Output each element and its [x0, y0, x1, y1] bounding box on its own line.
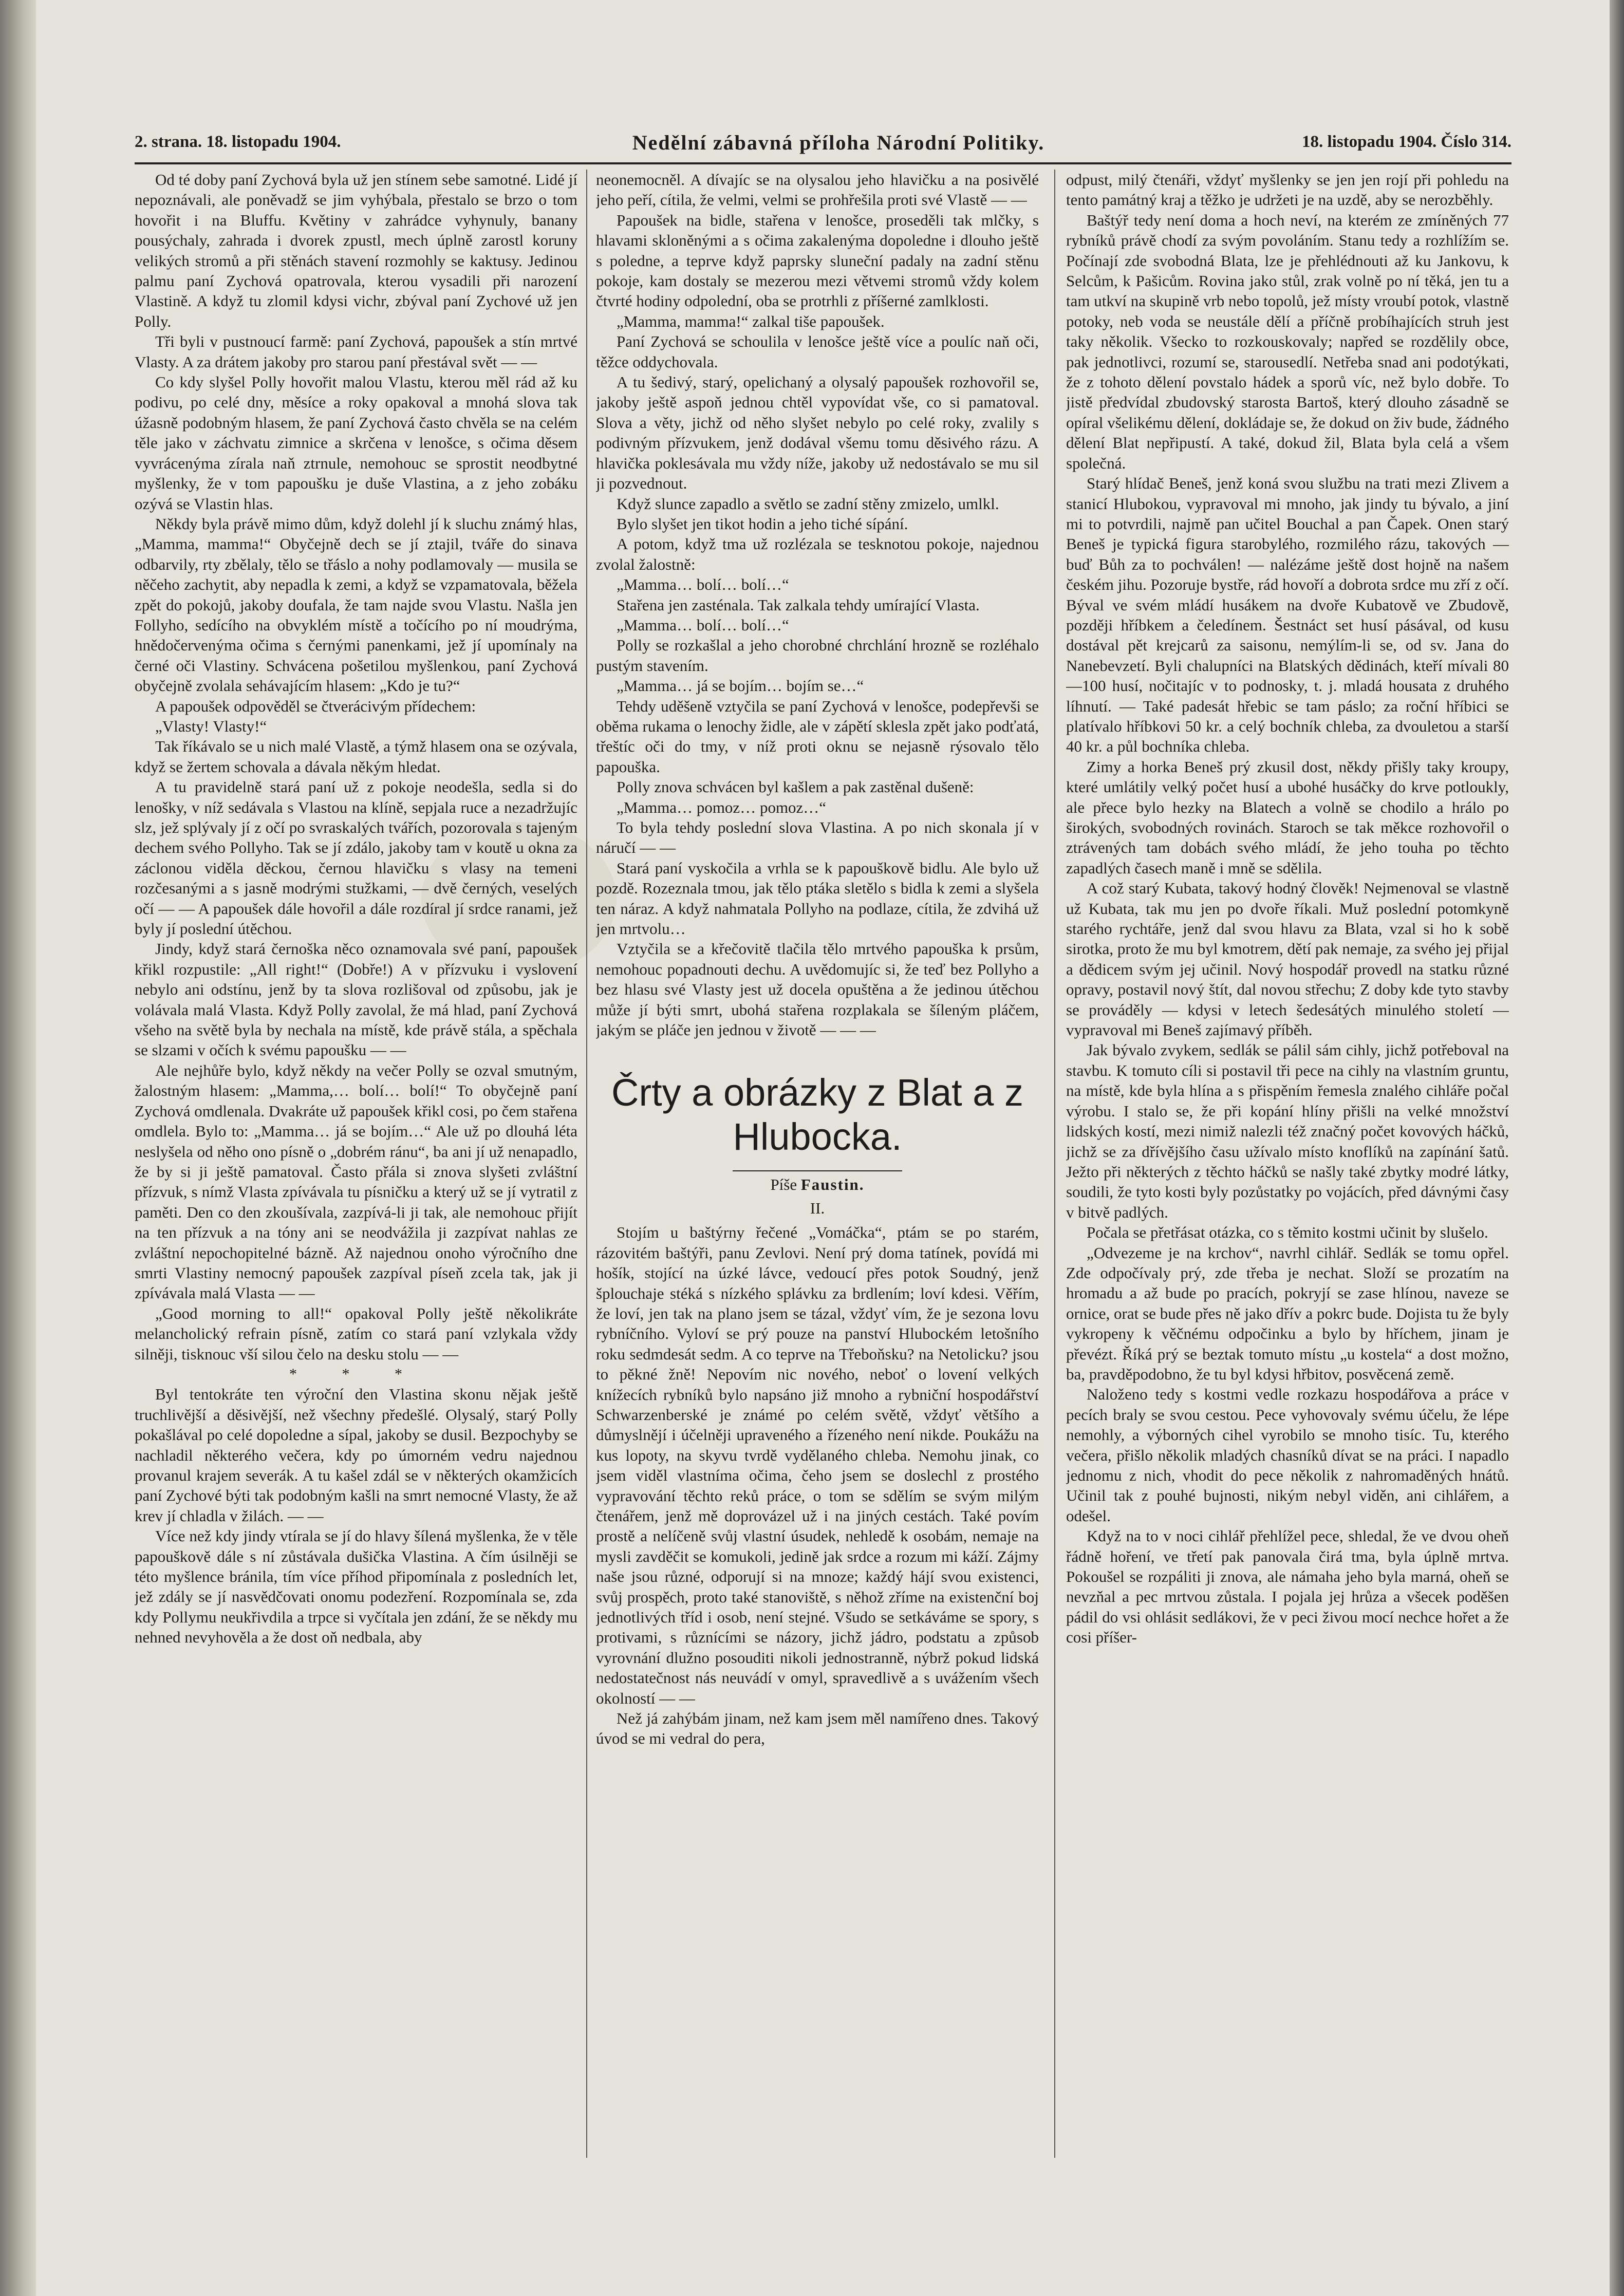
paragraph: Tři byli v pustnoucí farmě: paní Zychová, papoušek a stín mrtvé Vlasty. A za drátem jakoby pro starou paní přestával svět — —: [135, 332, 577, 371]
header-rule: [135, 162, 1511, 164]
paragraph: Jak bývalo zvykem, sedlák se pálil sám cihly, jichž potřeboval na stavbu. K tomuto cíli si postavil tři pece na cihly na vlastním gruntu, na místě, kde byla hlína a s přispěním řemesla znalého cihláře počal výrobu. I stalo se, že při kopání hlíny přišli na velké množství lidských kostí, mezi nimiž nalezli též značný počet kovových háčků, jichž se za dřívějšího času užívalo místo knoflíků na zapínání šatů. Ježto při některých z těchto háčků se našly také zbytky modré látky, soudili, že tyto kosti byly pozůstatky po vojácích, před dávnými časy v bitvě padlých.: [1066, 1041, 1509, 1221]
byline-author: Faustin.: [800, 1175, 865, 1194]
paragraph: Počala se přetřásat otázka, co s těmito kostmi učinit by slušelo.: [1087, 1223, 1488, 1242]
paragraph: Baštýř tedy není doma a hoch neví, na kterém ze zmíněných 77 rybníků právě chodí za svým povoláním. Stanu tedy a rozhlížím se. Počínají zde svobodná Blata, lze je přehlédnouti až ku Jankovu, k Selcům, k Pašicům. Rovina jako stůl, zrak volně po ní těká, jen tu a tam utkví na skupině vrb nebo topolů, jež místy vroubí potok, vlastně potoky, neb voda se neustále dělí a příčně probíhajících struh jest taky několik. Všecko to rozkouskovaly; napřed se rozdělily obce, pak jednotlivci, rozumí se, starousedlí. Netřeba snad ani podotýkati, že z tohoto dělení povstalo hádek a sporů víc, než bylo dobře. To jistě předvídal zbudovský starosta Bartoš, který dlouho zásadně se opíral všelikému dělení, dokládaje se, že dokud on živ bude, žádného dělení Blat nepřipustí. A také, dokud žil, Blata byla celá a všem společná.: [1066, 211, 1509, 472]
paragraph: Paní Zychová se schoulila v lenošce ještě více a poulíc naň oči, těžce oddychovala.: [596, 332, 1039, 371]
header-publication-title: Nedělní zábavná příloha Národní Politiky.: [632, 131, 1045, 154]
paragraph: To byla tehdy poslední slova Vlastina. A po nich skonala jí v náručí — —: [596, 818, 1039, 857]
column-separator: [586, 170, 587, 2158]
article-heading-block: [596, 1071, 1039, 1218]
paragraph: Od té doby paní Zychová byla už jen stínem sebe samotné. Lidé jí nepoznávali, ale poněvadž se jim vyhýbala, přestalo se brzo o tom hovořit i na Bluffu. Květiny v zahrádce vyhynuly, banany pousýchaly, zahrada i dvorek zpustl, mech úplně zarostl koruny velikých stromů a při stěnách stavení rozmohly se kaktusy. Jedinou palmu paní Zychová opatrovala, kterou vysadili při narození Vlastině. A když tu zlomil kdysi vichr, zbýval paní Zychové už jen Polly.: [135, 171, 577, 330]
paragraph: A potom, když tma už rozlézala se tesknotou pokoje, najednou zvolal žalostně:: [596, 535, 1039, 573]
title-rule: [733, 1170, 902, 1171]
paragraph: A papoušek odpověděl se čtverácivým přídechem:: [155, 697, 476, 715]
column-1: [135, 170, 577, 2158]
paragraph: „Good morning to all!“ opakoval Polly ještě několikráte melancholický refrain písně, zatím co stará paní vzlykala vždy silněji, tisknouc vší silou čelo na desku stolu — —: [135, 1304, 577, 1363]
paragraph: „Mamma… pomoz… pomoz…“: [617, 798, 827, 816]
page-spine-shadow: [0, 0, 36, 2296]
paragraph: „Mamma, mamma!“ zalkal tiše papoušek.: [617, 312, 885, 330]
paragraph: Starý hlídač Beneš, jenž koná svou službu na trati mezi Zlivem a stanicí Hlubokou, vypravoval mi mnoho, jak jindy tu bývalo, a jiní mi to potvrdili, najmě pan učitel Bouchal a pan Čapek. Onen starý Beneš je typická figura starobylého, rozmilého rázu, takových — buď Bůh za to pochválen! — nalézáme ještě dost hojně na našem českém jihu. Pozoruje bystře, rád hovoří a dobrota srdce mu zří z očí. Býval ve svém mládí husákem na dvoře Kubatově ve Zbudově, později hříbkem a čeledínem. Šestnáct set husí pásával, od kusu dostával pět krejcarů za saisonu, nemýlím-li se, od sv. Jana do Nanebevzetí. Byli chalupníci na Blatských dědinách, kteří mívali 80—100 husí, nočitajíc v to podnosky, t. j. mladá housata z druhého líhnutí. — Také padesát hřebic se tam páslo; za roční hříbici se platívalo hříbkovi 50 kr. a celý bochník chleba, za dvouletou a starší 40 kr. a půl bochníka chleba.: [1066, 474, 1509, 756]
section-divider-stars: * * *: [289, 1365, 423, 1383]
paragraph: A což starý Kubata, takový hodný člověk! Nejmenoval se vlastně už Kubata, tak mu jen po dvoře říkali. Muž poslední potomkyně starého rychtáře, jenž dal svou hlavu za Blata, vzal si ho k sobě sirotka, proto že mu byl kmotrem, dětí pak nemaje, za svého jej přijal a dědicem svým jej učinil. Nový hospodář provedl na statku různé opravy, postavil nový štít, dal novou střechu; Z doby kde tyto stavby se prováděly — kdysi v letech šedesátých minulého století — vypravoval mi Beneš zajímavý příběh.: [1066, 879, 1509, 1039]
paragraph: Naloženo tedy s kostmi vedle rozkazu hospodářova a práce v pecích braly se svou cestou. Pece vyhovovaly svému účelu, že lépe nemohly, a výborných cihel vyrobilo se mnoho tisíc. Tu, kterého večera, přišlo několik mladých chasníků dívat se na práci. I napadlo jednomu z nich, vhodit do pece několik z nahromaděných hnátů. Učinil tak z pouhé bujnosti, nikým nebyl viděn, ani cihlářem, a odešel.: [1066, 1385, 1509, 1525]
paragraph: Než já zahýbám jinam, než kam jsem měl namířeno dnes. Takový úvod se mi vedral do pera,: [596, 1709, 1039, 1748]
paragraph: Stará paní vyskočila a vrhla se k papouškově bidlu. Ale bylo už pozdě. Rozeznala tmou, jak tělo ptáka sletělo s bidla k zemi a slyšela ten náraz. A když nahmatala Pollyho na podlaze, cítila, že zdvihá už jen mrtvolu…: [596, 858, 1039, 938]
article-title: Črty a obrázky z Blat a z Hlubocka.: [611, 1071, 1023, 1159]
header-date-right: 18. listopadu 1904. Číslo 314.: [1302, 133, 1511, 151]
paragraph: A tu pravidelně stará paní už z pokoje neodešla, sedla si do lenošky, v níž sedávala s Vlastou na klíně, sepjala ruce a nezadržujíc slz, jež splývaly jí z očí po svraskalých tvářích, pozorovala s tajeným dechem svého Pollyho. Tak se jí zdálo, jakoby tam v koutě u okna za záclonou viděla děckou, černou hlavičku s vlasy na temeni rozčesanými a s jasně modrými stužkami, — dvě černých, veselých očí — — A papoušek dále hovořil a dále rozdíral jí srdce ranami, jež byly jí poslední útěchou.: [135, 778, 577, 938]
paragraph: Když slunce zapadlo a světlo se zadní stěny zmizelo, umlkl.: [617, 494, 999, 513]
column-3: [1066, 170, 1509, 2158]
paragraph: Co kdy slyšel Polly hovořit malou Vlastu, kterou měl rád až ku podivu, po celé dny, měsíce a roky opakoval a mnohá slova tak úžasně podobným hlasem, že paní Zychová často chvěla se na celém těle jako v záchvatu zimnice a skrčena v lenošce, s očima děsem vyvrácenýma zírala naň ztrnule, nemohouc se sprostit neodbytné myšlenky, že v tom papoušku je duše Vlastina, a z jeho zobáku ozývá se Vlastin hlas.: [135, 373, 577, 513]
paragraph: Polly se rozkašlal a jeho chorobné chrchlání hrozně se rozléhalo pustým stavením.: [596, 636, 1039, 675]
paragraph: „Vlasty! Vlasty!“: [155, 717, 267, 735]
article-byline: [596, 1174, 1039, 1194]
paragraph: Vztyčila se a křečovitě tlačila tělo mrtvého papouška k prsům, nemohouc popadnouti dechu. A uvědomujíc si, že teď bez Pollyho a bez hlasu své Vlasty jest už docela opuštěna a že jedinou útěchou může jí býti smrt, ubohá stařena rozplakala se šíleným pláčem, jakým se pláče jen jednou v životě — — —: [596, 940, 1039, 1039]
paragraph: Někdy byla právě mimo dům, když dolehl jí k sluchu známý hlas, „Mamma, mamma!“ Obyčejně dech se jí ztajil, tváře do sinava odbarvily, rty zbělaly, tělo se třáslo a nohy podlamovaly — musila se něčeho zachytit, aby nepadla k zemi, a když se vzpamatovala, běžela zpět do pokojů, jakoby doufala, že tam najde svou Vlastu. Našla jen Follyho, sedícího na obvyklém místě a točícího po ní moudrýma, hnědočervenýma očima s černými panenkami, jež jí upomínaly na černé oči Vlastiny. Schvácena pošetilou myšlenkou, paní Zychová obyčejně zvolala sehávajícím hlasem: „Kdo je tu?“: [135, 514, 577, 695]
paragraph: Stařena jen zasténala. Tak zalkala tehdy umírající Vlasta.: [617, 595, 980, 614]
paragraph: „Odvezeme je na krchov“, navrhl cihlář. Sedlák se tomu opřel. Zde odpočívaly prý, zde třeba je nechat. Složí se prozatím na hromadu a až bude po pracích, pokryjí se zase hlínou, naveze se ornice, orat se bude přes ně jako dřív a pokrc bude. Dojista tu že byly vykropeny k věčnému odpočinku a bylo by hříchem, jinam je převézt. Říká prý se beztak tomuto místu „u kostela“ a dost možno, ba, pravděpodobno, že tu byl kdysi hřbitov, posvěcená země.: [1066, 1243, 1509, 1383]
paragraph: „Mamma… bolí… bolí…“: [617, 615, 789, 634]
header-date-left: 2. strana. 18. listopadu 1904.: [135, 133, 341, 151]
byline-prefix: Píše: [770, 1175, 797, 1194]
paragraph: Bylo slyšet jen tikot hodin a jeho tiché sípání.: [617, 514, 908, 533]
paragraph: Zimy a horka Beneš prý zkusil dost, někdy přišly taky kroupy, které umlátily velký počet husí a ubohé husáčky do krve potloukly, ale přece bylo hezky na Blatech a volně se chodilo a hrálo po širokých, svobodných rovinách. Staroch se tak měkce rozhovořil o ztrávených tam dobách svého mládí, že jeho touha po těchto zapadlých časech maně i mně se sdělila.: [1066, 757, 1509, 877]
paragraph: Polly znova schvácen byl kašlem a pak zastěnal dušeně:: [617, 778, 974, 796]
column-2: [596, 170, 1039, 2158]
page-edge-shadow: [1610, 0, 1624, 2296]
column-separator: [1054, 170, 1055, 2158]
paragraph: A tu šedivý, starý, opelichaný a olysalý papoušek rozhovořil se, jakoby ještě aspoň jednou chtěl vypovídat vše, co si pamatoval. Slova a věty, jichž od něho slyšet nebylo po celé roky, zvalily s podivným přízvukem, jenž dodával všemu tomu děsivého rázu. A hlavička poklesávala mu vždy níže, jakoby už nedostávalo se mu sil ji pozvednout.: [596, 373, 1039, 493]
paragraph: „Mamma… bolí… bolí…“: [617, 575, 789, 594]
article-section-number: II.: [810, 1199, 825, 1217]
paragraph: Ale nejhůře bylo, když někdy na večer Polly se ozval smutným, žalostným hlasem: „Mamma,… bolí… bolí!“ To obyčejně paní Zychová omdlenala. Dvakráte už papoušek křikl cosi, po čem stařena omdlela. Bylo to: „Mamma… já se bojím…“ Ale už po dlouhá léta neslyšela od něho ono písně o „dobrém ránu“, ba ani jí už nenapadlo, že by si ji ještě pamatoval. Často přála si znova slyšeti zvláštní přízvuk, s nímž Vlasta zpívávala tu písničku a který už se jí vytratil z paměti. Den co den zkoušívala, zazpívá-li ji tak, ale nemohouc přijít na ten přízvuk a na tóny ani se neodvážila ji zazpívat nahlas ze zvláštní nepochopitelné bázně. Až najednou onoho výročního dne smrti Vlastiny nemocný papoušek zazpíval píseň zcela tak, jak ji zpívávala malá Vlasta — —: [135, 1061, 577, 1302]
paragraph: Tak říkávalo se u nich malé Vlastě, a týmž hlasem ona se ozývala, když se žertem schovala a dávala někým hledat.: [135, 737, 577, 776]
paragraph: Papoušek na bidle, stařena v lenošce, proseděli tak mlčky, s hlavami skloněnými a s očima zakalenýma dopoledne i dlouho ještě s poledne, a teprve když paprsky sluneční padaly na zadní stěnu pokoje, kam dostaly se mezerou mezi větvemi stromů vždy kolem čtvrté hodiny odpolední, oba se protrhli z příšerné zamlklosti.: [596, 211, 1039, 310]
paragraph: „Mamma… já se bojím… bojím se…“: [617, 677, 864, 695]
paragraph: neonemocněl. A dívajíc se na olysalou jeho hlavičku a na posivělé jeho peří, cítila, že velmi, velmi se prohřešila proti své Vlastě — —: [596, 171, 1039, 209]
paragraph: Jindy, když stará černoška něco oznamovala své paní, papoušek křikl rozpustile: „All right!“ (Dobře!) A v přízvuku i vyslovení nebylo ani odstínu, jenž by ta slova rozlišoval od způsobu, jak je volávala malá Vlasta. Když Polly zavolal, že má hlad, paní Zychová všeho na světě byla by nechala na místě, kde právě stála, a spěchala se slzami v očích k svému papoušku — —: [135, 940, 577, 1059]
paragraph: Více než kdy jindy vtírala se jí do hlavy šílená myšlenka, že v těle papouškově dále s ní zůstávala dušička Vlastina. A čím úsilněji se této myšlence bránila, tím více příhod připomínala z posledních let, jež zdály se jí nasvědčovati onomu podezření. Rozpomínala se, zda kdy Pollymu neukřivdila a trpce si vyčítala jen zdání, že se někdy mu nehned nevyhověla a že dost oň nedbala, aby: [135, 1527, 577, 1647]
paragraph: Byl tentokráte ten výroční den Vlastina skonu nějak ještě truchlivější a děsivější, než všechny předešlé. Olysalý, starý Polly pokašlával po celé dopoledne a sípal, jakoby se dusil. Bezpochyby se nachladil některého večera, kdy po úmorném vedru najednou provanul krajem severák. A tu kašel zdál se v některých okamžicích paní Zychové býti tak podobným kašli na smrt nemocné Vlasty, že až krev jí chladla v žilách. — —: [135, 1385, 577, 1525]
paragraph: Tehdy uděšeně vztyčila se paní Zychová v lenošce, podepřevši se oběma rukama o lenochy židle, ale v zápětí sklesla zpět jako podťatá, třeštíc oči do tmy, v níž proti oknu se nejasně rýsovalo tělo papouška.: [596, 697, 1039, 776]
paragraph: Když na to v noci cihlář přehlížel pece, shledal, že ve dvou oheň řádně hoření, ve třetí pak panovala čirá tma, byla úplně mrtva. Pokoušel se rozpáliti ji znova, ale námaha jeho byla marná, oheň se nevzňal a pec mrtvou zůstala. I pojala jej hrůza a všecek poděšen pádil do vsi ohlásit sedlákovi, že v peci živou mocí nechce hořet a že cosi příšer-: [1066, 1527, 1509, 1647]
page-header: [135, 133, 1511, 156]
paragraph: odpust, milý čtenáři, vždyť myšlenky se jen jen rojí při pohledu na tento památný kraj a těžko je udržeti je na uzdě, aby se nerozběhly.: [1066, 171, 1509, 209]
paragraph: Stojím u baštýrny řečené „Vomáčka“, ptám se po starém, rázovitém baštýři, panu Zevlovi. Není prý doma tatínek, povídá mi hošík, stojící na úzké lávce, vedoucí přes potok Soudný, jenž šplouchaje stéká s nízkého splávku za brdlením; loví kdesi. Věřím, že loví, jen tak na plano jsem se tázal, vždyť vím, že je sezona lovu rybníčního. Vyloví se prý pouze na panství Hlubockém letošního roku sedmdesát sedm. A co teprve na Třeboňsku? na Netolicku? jsou to pěkné žně! Nepovím nic nového, neboť o lovení velkých knížecích rybníků bylo napsáno již mnoho a rybniční hospodářství Schwarzenberské je známé po celém světě, vždyť většího a důmyslnějí i účelněji upraveného a řízeného není nikde. Poukážu na kus lopoty, na skyvu tvrdě vydělaného chleba. Nemohu jinak, co jsem viděl vlastníma očima, čeho jsem se doslechl z prostého vypravování těchto reků práce, o tom se sdělím se svým milým čtenářem, jenž mě doprovázel už i na jiných cestách. Také povím prostě a nelíčeně svůj vlastní úsudek, nehledě k osobám, nemaje na mysli zavděčit se komukoli, jedině jak srdce a rozum mi káží. Zájmy naše jsou různé, odporují si na mnoze; každý hájí svou existenci, svůj prospěch, proto také stanoviště, s něhož zříme na existenční boj jednotlivých tříd i osob, není stejné. Všudo se setkáváme se spory, s protivami, s různícími se názory, jichž jádro, podstatu a způsob vyrovnání dlužno posouditi nikoli jednostranně, nýbrž pokud lidská nedostatečnost nás neuvádí v omyl, spravedlivě a s uvážením všech okolností — —: [596, 1223, 1039, 1707]
